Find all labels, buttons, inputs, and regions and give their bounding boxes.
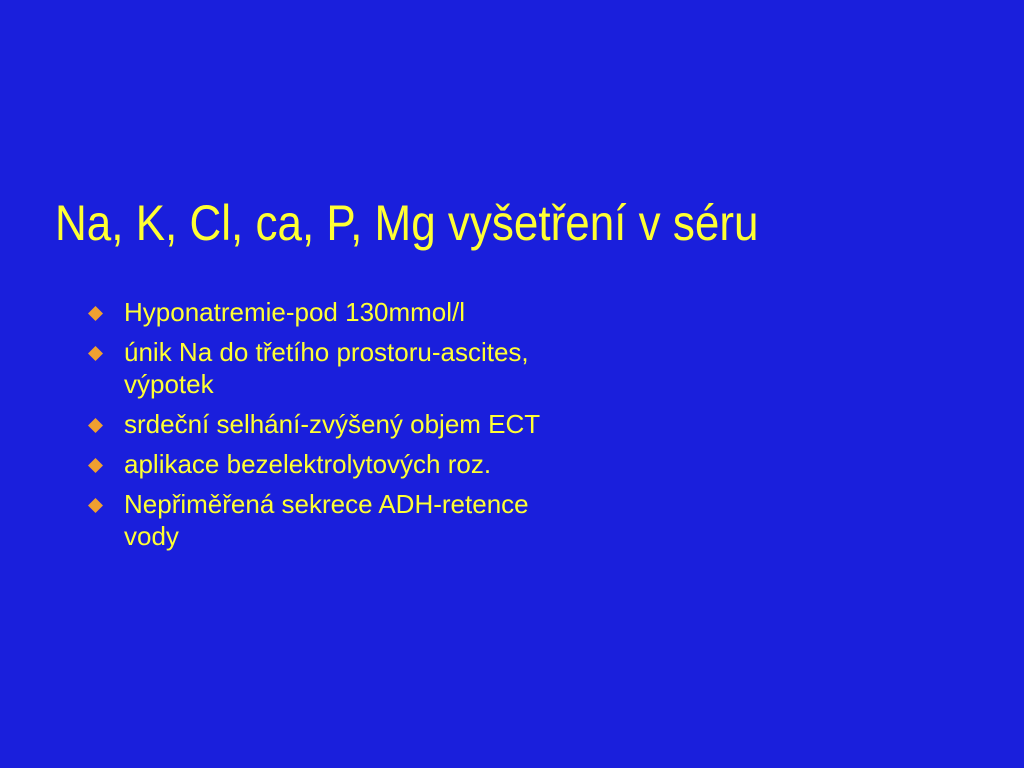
bullet-text: Hyponatremie-pod 130mmol/l: [124, 297, 466, 327]
bullet-item: [88, 336, 554, 400]
bullet-text: aplikace bezelektrolytových roz.: [124, 449, 492, 479]
slide-title: Na, K, Cl, ca, P, Mg vyšetření v séru: [55, 195, 759, 251]
diamond-bullet-icon: [88, 418, 103, 433]
bullet-text: srdeční selhání-zvýšený objem ECT: [124, 409, 541, 439]
diamond-bullet-icon: [88, 346, 103, 361]
bullet-text: únik Na do třetího prostoru-ascites, výpotek: [124, 337, 529, 399]
diamond-bullet-icon: [88, 458, 103, 473]
bullet-item: [88, 488, 574, 552]
bullet-text: Nepřiměřená sekrece ADH-retence vody: [124, 489, 529, 551]
bullet-item: [88, 408, 634, 440]
bullet-item: [88, 448, 664, 480]
diamond-bullet-icon: [88, 306, 103, 321]
diamond-bullet-icon: [88, 498, 103, 513]
bullet-item: [88, 296, 628, 328]
bullet-list: [88, 296, 628, 560]
